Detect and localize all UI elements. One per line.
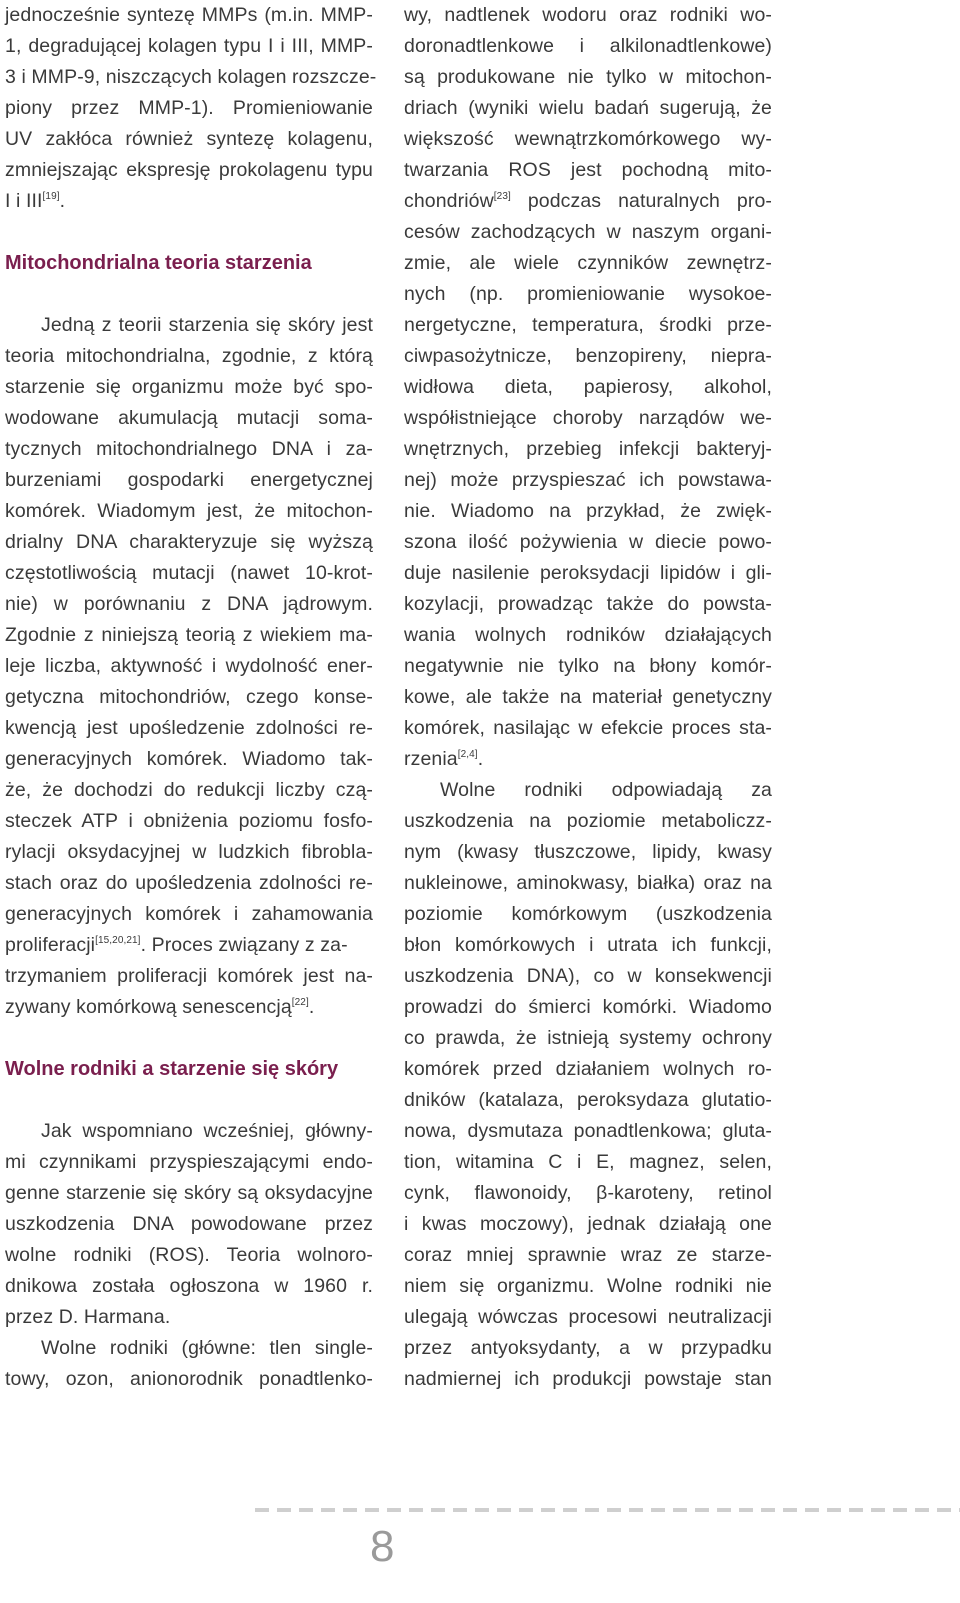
text-line: 1, degradującej kolagen typu I i III, MMP-: [5, 35, 373, 57]
text-line: szona ilość pożywienia w diecie powo-: [404, 531, 772, 553]
text-line: driach (wyniki wielu badań sugerują, że: [404, 97, 772, 119]
text-line: genne starzenie się skóry są oksydacyjne: [5, 1182, 373, 1204]
text-line: ciwpasożytnicze, benzopireny, niepra-: [404, 345, 772, 367]
text-line: dnikowa została ogłoszona w 1960 r.: [5, 1275, 373, 1297]
text-line: wania wolnych rodników działających: [404, 624, 772, 646]
text-line: [404, 186, 772, 217]
text-line: że, że dochodzi do redukcji liczby czą-: [5, 779, 373, 801]
text-line: coraz mniej sprawnie wraz ze starze-: [404, 1244, 772, 1266]
text-line: nadmiernej ich produkcji powstaje stan: [404, 1368, 772, 1390]
citation-ref: [19]: [42, 191, 60, 202]
text-line: prowadzi do śmierci komórki. Wiadomo: [404, 996, 772, 1018]
section-heading-free-radicals: Wolne rodniki a starzenie się skóry: [5, 1058, 339, 1080]
text-line: dników (katalaza, peroksydaza glutatio-: [404, 1089, 772, 1111]
text-line: uszkodzenia na poziomie metaboliczz-: [404, 810, 772, 832]
text-line: zmie, ale wiele czynników zewnętrz-: [404, 252, 772, 274]
left-column: [5, 0, 377, 1395]
text-line: tycznych mitochondrialnego DNA i za-: [5, 438, 373, 460]
text-line: generacyjnych komórek. Wiadomo tak-: [5, 748, 373, 770]
text-line: wnętrznych, przebieg infekcji bakteryj-: [404, 438, 772, 460]
text-line: zmniejszając ekspresję prokolagenu typu: [5, 159, 373, 181]
text-line: są produkowane nie tylko w mitochon-: [404, 66, 772, 88]
text-line: [5, 930, 373, 961]
text-line: starzenie się organizmu może być spo-: [5, 376, 373, 398]
text-line: doronadtlenkowe i alkilonadtlenkowe): [404, 35, 772, 57]
text-line: niem się organizmu. Wolne rodniki nie: [404, 1275, 772, 1297]
text-line: piony przez MMP-1). Promieniowanie: [5, 97, 373, 119]
text-fragment: proliferacji: [5, 934, 96, 956]
text-fragment: .: [477, 748, 484, 770]
text-line: nukleinowe, aminokwasy, białka) oraz na: [404, 872, 772, 894]
text-line: burzeniami gospodarki energetycznej: [5, 469, 373, 491]
text-line: nie. Wiadomo na przykład, że zwięk-: [404, 500, 772, 522]
text-line: kowe, ale także na materiał genetyczny: [404, 686, 772, 708]
text-line: większość wewnątrzkomórkowego wy-: [404, 128, 772, 150]
text-line: nym (kwasy tłuszczowe, lipidy, kwasy: [404, 841, 772, 863]
text-fragment: .: [308, 996, 315, 1018]
text-line: nie) w porównaniu z DNA jądrowym.: [5, 593, 373, 615]
text-line: [5, 992, 373, 1023]
text-line: nej) może przyspieszać ich powstawa-: [404, 469, 772, 491]
text-line: negatywnie nie tylko na błony komór-: [404, 655, 772, 677]
text-line: nergetyczne, temperatura, środki prze-: [404, 314, 772, 336]
text-line: komórek, nasilając w efekcie proces sta-: [404, 717, 772, 739]
right-column: [404, 0, 772, 1395]
citation-ref: [15,20,21]: [95, 935, 141, 946]
text-line: wodowane akumulacją mutacji soma-: [5, 407, 373, 429]
text-line: widłowa dieta, papierosy, alkohol,: [404, 376, 772, 398]
text-line: współistniejące choroby narządów we-: [404, 407, 772, 429]
text-line: leje liczba, aktywność i wydolność ener-: [5, 655, 373, 677]
text-line: poziomie komórkowym (uszkodzenia: [404, 903, 772, 925]
text-line: drialny DNA charakteryzuje się wyższą: [5, 531, 373, 553]
text-line: getyczna mitochondriów, czego konse-: [5, 686, 373, 708]
text-fragment: zywany komórkową senescencją: [5, 996, 292, 1018]
text-line: wy, nadtlenek wodoru oraz rodniki wo-: [404, 4, 772, 26]
text-line: Jedną z teorii starzenia się skóry jest: [41, 314, 373, 336]
text-line: błon komórkowych i utrata ich funkcji,: [404, 934, 772, 956]
text-fragment: .: [59, 190, 66, 212]
text-line: Zgodnie z niniejszą teorią z wiekiem ma-: [5, 624, 373, 646]
text-line: nowa, dysmutaza ponadtlenkowa; gluta-: [404, 1120, 772, 1142]
text-line: co prawda, że istnieją systemy ochrony: [404, 1027, 772, 1049]
text-line: kozylacji, prowadząc także do powsta-: [404, 593, 772, 615]
text-fragment: I i III: [5, 190, 43, 212]
page-number: 8: [370, 1522, 395, 1571]
text-line: Wolne rodniki odpowiadają za: [440, 779, 772, 801]
text-line: Jak wspomniano wcześniej, główny-: [41, 1120, 373, 1142]
text-line: komórek. Wiadomym jest, że mitochon-: [5, 500, 373, 522]
text-line: duje nasilenie peroksydacji lipidów i gli-: [404, 562, 772, 584]
text-line: Wolne rodniki (główne: tlen single-: [41, 1337, 373, 1359]
text-line: [5, 186, 373, 217]
text-line: steczek ATP i obniżenia poziomu fosfo-: [5, 810, 373, 832]
text-fragment: podczas naturalnych pro-: [510, 190, 772, 212]
text-line: częstotliwością mutacji (nawet 10-krot-: [5, 562, 373, 584]
text-line: [404, 744, 772, 775]
text-line: uszkodzenia DNA), co w konsekwencji: [404, 965, 772, 987]
text-line: ulegają wówczas procesowi neutralizacji: [404, 1306, 772, 1328]
text-line: i kwas moczowy), jednak działają one: [404, 1213, 772, 1235]
text-line: uszkodzenia DNA powodowane przez: [5, 1213, 373, 1235]
text-line: nych (np. promieniowanie wysokoe-: [404, 283, 772, 305]
text-fragment: . Proces związany z za-: [140, 934, 348, 956]
text-line: tion, witamina C i E, magnez, selen,: [404, 1151, 772, 1173]
text-fragment: rzenia: [404, 748, 458, 770]
text-line: 3 i MMP-9, niszczących kolagen rozszcze-: [5, 66, 377, 88]
citation-ref: [2,4]: [457, 749, 478, 760]
text-line: twarzania ROS jest pochodną mito-: [404, 159, 772, 181]
text-line: komórek przed działaniem wolnych ro-: [404, 1058, 772, 1080]
text-line: cesów zachodzących w naszym organi-: [404, 221, 772, 243]
text-line: cynk, flawonoidy, β-karoteny, retinol: [404, 1182, 772, 1204]
citation-ref: [23]: [493, 191, 511, 202]
citation-ref: [22]: [291, 997, 309, 1008]
text-line: UV zakłóca również syntezę kolagenu,: [5, 128, 373, 150]
footer-divider: [255, 1508, 960, 1512]
text-line: mi czynnikami przyspieszającymi endo-: [5, 1151, 373, 1173]
text-line: wolne rodniki (ROS). Teoria wolnoro-: [5, 1244, 373, 1266]
text-line: kwencją jest upośledzenie zdolności re-: [5, 717, 373, 739]
text-line: teoria mitochondrialna, zgodnie, z którą: [5, 345, 373, 367]
text-line: jednocześnie syntezę MMPs (m.in. MMP-: [5, 4, 373, 26]
text-line: towy, ozon, anionorodnik ponadtlenko-: [5, 1368, 373, 1390]
text-line: stach oraz do upośledzenia zdolności re-: [5, 872, 373, 894]
text-line: przez antyoksydanty, a w przypadku: [404, 1337, 772, 1359]
section-heading-mitochondrial: Mitochondrialna teoria starzenia: [5, 252, 312, 274]
text-line: przez D. Harmana.: [5, 1306, 171, 1328]
text-line: generacyjnych komórek i zahamowania: [5, 903, 373, 925]
text-line: rylacji oksydacyjnej w ludzkich fibrobla-: [5, 841, 373, 863]
text-fragment: chondriów: [404, 190, 494, 212]
text-line: trzymaniem proliferacji komórek jest na-: [5, 965, 373, 987]
